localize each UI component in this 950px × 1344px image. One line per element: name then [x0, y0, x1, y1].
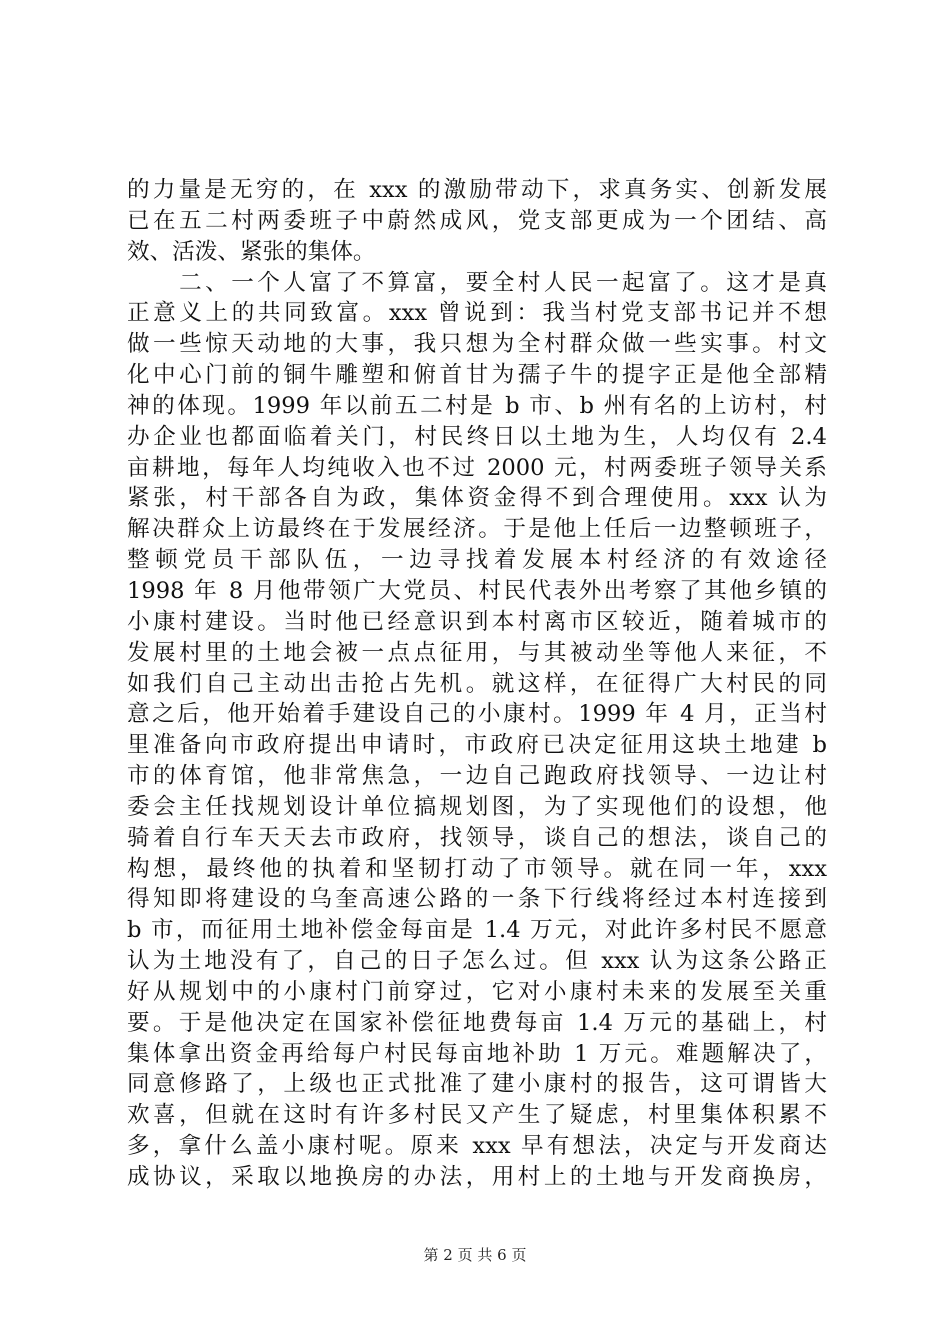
- text-line: 神的体现。1999 年以前五二村是 b 市、b 州有名的上访村，村: [127, 392, 827, 419]
- text-line: 欢喜，但就在这时有许多村民又产生了疑虑，村里集体积累不: [127, 1102, 827, 1129]
- text-line: 效、活泼、紧张的集体。: [127, 238, 376, 265]
- text-line: 骑着自行车天天去市政府，找领导，谈自己的想法，谈自己的: [127, 824, 827, 851]
- body-text: [127, 175, 827, 1193]
- text-line: b 市，而征用土地补偿金每亩是 1.4 万元，对此许多村民不愿意: [127, 917, 827, 944]
- text-line: 紧张，村干部各自为政，集体资金得不到合理使用。xxx 认为: [127, 485, 827, 512]
- text-line: 构想，最终他的执着和坚韧打动了市领导。就在同一年，xxx: [127, 855, 827, 882]
- text-line: 认为土地没有了，自己的日子怎么过。但 xxx 认为这条公路正: [127, 948, 827, 975]
- text-line: 如我们自己主动出击抢占先机。就这样，在征得广大村民的同: [127, 670, 827, 697]
- text-line: 集体拿出资金再给每户村民每亩地补助 1 万元。难题解决了，: [127, 1040, 827, 1067]
- text-line: 小康村建设。当时他已经意识到本村离市区较近，随着城市的: [127, 608, 827, 635]
- text-line: 市的体育馆，他非常焦急，一边自己跑政府找领导、一边让村: [127, 763, 827, 790]
- text-line: 办企业也都面临着关门，村民终日以土地为生，人均仅有 2.4: [127, 423, 827, 450]
- text-line: 意之后，他开始着手建设自己的小康村。1999 年 4 月，正当村: [127, 701, 827, 728]
- text-line: 的力量是无穷的，在 xxx 的激励带动下，求真务实、创新发展: [127, 177, 827, 203]
- text-line: 已在五二村两委班子中蔚然成风，党支部更成为一个团结、高: [127, 207, 827, 234]
- page-number-label: 第 2 页 共 6 页: [423, 1246, 527, 1264]
- page-footer: [0, 1244, 950, 1265]
- text-line: 要。于是他决定在国家补偿征地费每亩 1.4 万元的基础上，村: [127, 1009, 827, 1036]
- text-line: 委会主任找规划设计单位搞规划图，为了实现他们的设想，他: [127, 793, 827, 820]
- text-line: 发展村里的土地会被一点点征用，与其被动坐等他人来征，不: [127, 639, 827, 666]
- text-line: 里准备向市政府提出申请时，市政府已决定征用这块土地建 b: [127, 732, 827, 759]
- text-line: 1998 年 8 月他带领广大党员、村民代表外出考察了其他乡镇的: [127, 577, 827, 604]
- text-line: 得知即将建设的乌奎高速公路的一条下行线将经过本村连接到: [127, 886, 827, 913]
- text-line: 亩耕地，每年人均纯收入也不过 2000 元，村两委班子领导关系: [127, 454, 827, 481]
- text-line: 二、一个人富了不算富，要全村人民一起富了。这才是真: [127, 269, 827, 296]
- text-line: 整顿党员干部队伍，一边寻找着发展本村经济的有效途径: [127, 547, 827, 574]
- text-line: 解决群众上访最终在于发展经济。于是他上任后一边整顿班子，: [127, 516, 827, 543]
- text-line: 做一些惊天动地的大事，我只想为全村群众做一些实事。村文: [127, 331, 827, 358]
- text-line: 成协议，采取以地换房的办法，用村上的土地与开发商换房，: [127, 1164, 827, 1190]
- text-line: 正意义上的共同致富。xxx 曾说到：我当村党支部书记并不想: [127, 300, 827, 327]
- text-line: 同意修路了，上级也正式批准了建小康村的报告，这可谓皆大: [127, 1071, 827, 1098]
- text-line: 化中心门前的铜牛雕塑和俯首甘为孺子牛的提字正是他全部精: [127, 362, 827, 389]
- text-line: 好从规划中的小康村门前穿过，它对小康村未来的发展至关重: [127, 978, 827, 1005]
- text-line: 多，拿什么盖小康村呢。原来 xxx 早有想法，决定与开发商达: [127, 1133, 827, 1160]
